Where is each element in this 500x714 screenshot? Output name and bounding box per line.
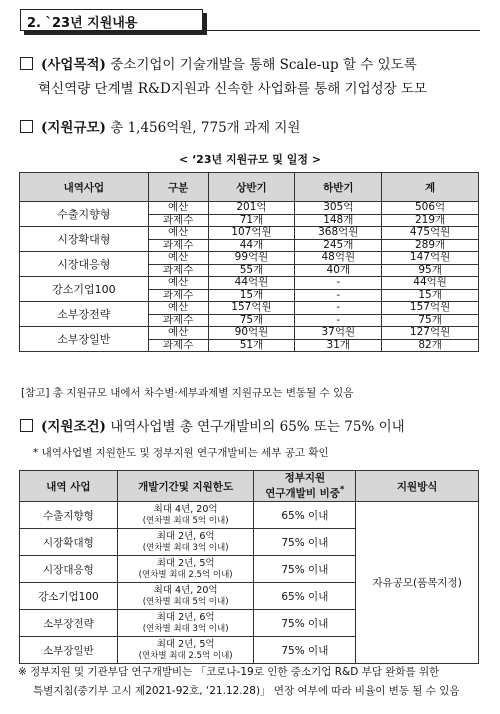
task-count-cell: 95개 <box>382 264 479 277</box>
support-scale-table <box>19 172 479 352</box>
conditions-line <box>20 417 405 437</box>
duration-limit-main: 최대 4년, 20억 <box>153 584 218 596</box>
task-count-cell: 51개 <box>208 339 295 352</box>
duration-limit-annual: (연차별 최대 3억 이내) <box>142 623 229 634</box>
budget-cell: 201억 <box>208 202 295 215</box>
header-cell: 구분 <box>148 173 208 202</box>
program-name-cell: 소부장전략 <box>20 302 149 327</box>
budget-cell: 157억원 <box>382 302 479 315</box>
duration-limit-main: 최대 2년, 6억 <box>156 611 215 623</box>
duration-limit-cell <box>117 610 254 637</box>
task-count-cell: - <box>295 289 382 302</box>
ratio-cell: 75% 이내 <box>254 637 356 664</box>
section-divider <box>200 30 480 31</box>
purpose-label: (사업목적) <box>41 57 106 73</box>
footnote-line1: ※ 정부지원 및 기관부담 연구개발비는 「코로나-19로 인한 중소기업 R&D 부담 완화를 위한 <box>18 666 440 678</box>
task-count-cell: 75개 <box>382 314 479 327</box>
ratio-cell: 75% 이내 <box>254 529 356 556</box>
duration-limit-main: 최대 2년, 6억 <box>156 530 215 542</box>
support-conditions-table <box>19 470 479 664</box>
duration-limit-annual: (연차별 최대 3억 이내) <box>142 542 229 553</box>
program-name-cell: 시장확대형 <box>20 227 149 252</box>
scale-line <box>20 118 300 138</box>
duration-limit-annual: (연차별 최대 2.5억 이내) <box>138 569 233 580</box>
budget-cell: 506억 <box>382 202 479 215</box>
budget-cell: 예산 <box>148 202 208 215</box>
duration-limit-main: 최대 2년, 5억 <box>156 638 215 650</box>
program-name-cell: 소부장일반 <box>20 327 149 352</box>
task-count-cell: 과제수 <box>148 289 208 302</box>
task-count-cell: 40개 <box>295 264 382 277</box>
budget-cell: 475억원 <box>382 227 479 240</box>
header-cell: 내역사업 <box>20 173 149 202</box>
program-name-cell: 시장확대형 <box>20 529 118 556</box>
conditions-label: (지원조건) <box>41 419 106 435</box>
task-count-cell: 148개 <box>295 214 382 227</box>
table-row <box>20 227 479 240</box>
duration-limit-main: 최대 2년, 5억 <box>156 557 215 569</box>
budget-cell: - <box>295 302 382 315</box>
duration-limit-cell <box>117 556 254 583</box>
conditions-sub: * 내역사업별 지원한도 및 정부지원 연구개발비는 세부 공고 확인 <box>33 447 329 459</box>
conditions-text: 내역사업별 총 연구개발비의 65% 또는 75% 이내 <box>110 419 405 435</box>
duration-limit-main: 최대 4년, 20억 <box>153 503 218 515</box>
ratio-cell: 65% 이내 <box>254 583 356 610</box>
duration-limit-annual: (연차별 최대 2.5억 이내) <box>138 650 233 661</box>
program-name-cell: 시장대응형 <box>20 252 149 277</box>
table-row <box>20 327 479 340</box>
header-ratio-line1: 정부지원 <box>284 472 326 485</box>
duration-limit-annual: (연차별 최대 5억 이내) <box>142 515 229 526</box>
task-count-cell: 과제수 <box>148 239 208 252</box>
table-row <box>20 302 479 315</box>
budget-cell: 44억원 <box>382 277 479 290</box>
task-count-cell: 289개 <box>382 239 479 252</box>
task-count-cell: 219개 <box>382 214 479 227</box>
duration-limit-cell <box>117 637 254 664</box>
budget-cell: 107억원 <box>208 227 295 240</box>
table-header-row <box>20 173 479 202</box>
header-cell: 내역 사업 <box>20 471 118 502</box>
program-name-cell: 시장대응형 <box>20 556 118 583</box>
budget-cell: 305억 <box>295 202 382 215</box>
duration-limit-annual: (연차별 최대 5억 이내) <box>142 596 229 607</box>
task-count-cell: 245개 <box>295 239 382 252</box>
task-count-cell: 과제수 <box>148 264 208 277</box>
program-name-cell: 수출지향형 <box>20 202 149 227</box>
header-cell: 지원방식 <box>356 471 479 502</box>
task-count-cell: 44개 <box>208 239 295 252</box>
budget-cell: 127억원 <box>382 327 479 340</box>
budget-cell: 368억원 <box>295 227 382 240</box>
budget-cell: 157억원 <box>208 302 295 315</box>
header-cell: 계 <box>382 173 479 202</box>
table-header-row <box>20 471 479 502</box>
budget-cell: 90억원 <box>208 327 295 340</box>
budget-cell: 44억원 <box>208 277 295 290</box>
header-cell: 개발기간및 지원한도 <box>117 471 254 502</box>
table-row <box>20 277 479 290</box>
budget-cell: 예산 <box>148 252 208 265</box>
program-name-cell: 소부장일반 <box>20 637 118 664</box>
table-row <box>20 502 479 529</box>
budget-cell: 99억원 <box>208 252 295 265</box>
task-count-cell: - <box>295 314 382 327</box>
duration-limit-cell <box>117 529 254 556</box>
task-count-cell: 71개 <box>208 214 295 227</box>
support-method-cell: 자유공모(품목지정) <box>356 502 479 664</box>
table-row <box>20 202 479 215</box>
header-ratio-line2: 연구개발비 비중 <box>265 487 340 500</box>
task-count-cell: 과제수 <box>148 314 208 327</box>
task-count-cell: 15개 <box>208 289 295 302</box>
task-count-cell: 15개 <box>382 289 479 302</box>
checkbox-icon <box>20 419 33 432</box>
footnote-line2: 특별지침(중기부 고시 제2021-92호, ‘21.12.28)」 연장 여부에 따라 비율이 변동 될 수 있음 <box>33 685 460 697</box>
budget-cell: 예산 <box>148 327 208 340</box>
program-name-cell: 강소기업100 <box>20 277 149 302</box>
purpose-line2: 혁신역량 단계별 R&D지원과 신속한 사업화를 통해 기업성장 도모 <box>38 81 428 97</box>
checkbox-icon <box>20 57 33 70</box>
task-count-cell: 과제수 <box>148 339 208 352</box>
program-name-cell: 소부장전략 <box>20 610 118 637</box>
program-name-cell: 강소기업100 <box>20 583 118 610</box>
checkbox-icon <box>20 120 33 133</box>
duration-limit-cell <box>117 583 254 610</box>
purpose-text-1: 중소기업이 기술개발을 통해 Scale-up 할 수 있도록 <box>110 57 417 73</box>
budget-cell: 147억원 <box>382 252 479 265</box>
budget-cell: 37억원 <box>295 327 382 340</box>
header-cell: 하반기 <box>295 173 382 202</box>
table-row <box>20 252 479 265</box>
table1-caption: < ‘23년 지원규모 및 일정 > <box>178 153 322 166</box>
reference-note: [참고] 총 지원규모 내에서 차수별·세부과제별 지원규모는 변동될 수 있음 <box>21 387 354 399</box>
budget-cell: 예산 <box>148 277 208 290</box>
task-count-cell: 75개 <box>208 314 295 327</box>
duration-limit-cell <box>117 502 254 529</box>
task-count-cell: 82개 <box>382 339 479 352</box>
ratio-cell: 75% 이내 <box>254 610 356 637</box>
ratio-cell: 65% 이내 <box>254 502 356 529</box>
scale-label: (지원규모) <box>41 120 106 136</box>
ratio-cell: 75% 이내 <box>254 556 356 583</box>
task-count-cell: 과제수 <box>148 214 208 227</box>
task-count-cell: 55개 <box>208 264 295 277</box>
scale-text: 총 1,456억원, 775개 과제 지원 <box>110 120 301 136</box>
program-name-cell: 수출지향형 <box>20 502 118 529</box>
purpose-line1 <box>20 55 417 75</box>
header-cell: 상반기 <box>208 173 295 202</box>
budget-cell: - <box>295 277 382 290</box>
task-count-cell: 31개 <box>295 339 382 352</box>
budget-cell: 48억원 <box>295 252 382 265</box>
budget-cell: 예산 <box>148 227 208 240</box>
section-title: 2. `23년 지원내용 <box>20 9 203 31</box>
budget-cell: 예산 <box>148 302 208 315</box>
header-cell: 정부지원 연구개발비 비중* <box>254 471 356 502</box>
